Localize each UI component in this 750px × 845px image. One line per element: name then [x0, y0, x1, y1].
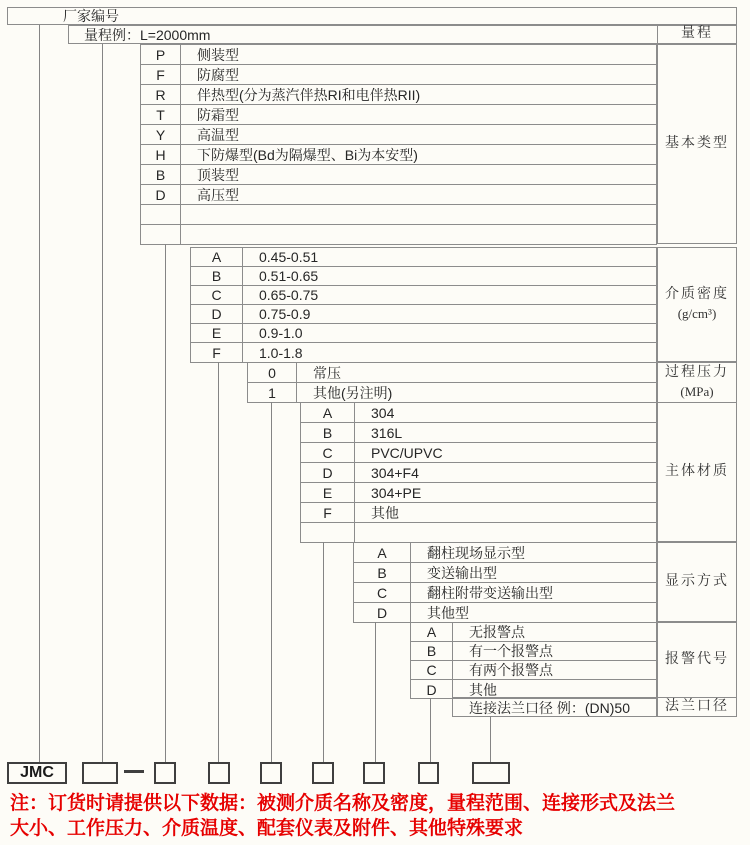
drop-line-basic-type — [165, 244, 166, 762]
code-cell: C — [301, 443, 355, 462]
drop-line-display — [375, 622, 376, 762]
desc-cell: 高压型 — [197, 186, 239, 203]
table-row — [141, 85, 656, 105]
desc-cell: 316L — [371, 424, 403, 441]
drop-line-flange — [490, 716, 491, 762]
code-cell: R — [141, 85, 181, 104]
desc-cell: 伴热型(分为蒸汽伴热RI和电伴热RII) — [197, 86, 421, 103]
code-box-density — [208, 762, 230, 784]
desc-cell: PVC/UPVC — [371, 444, 443, 461]
desc-cell: 其他 — [371, 504, 399, 521]
code-cell: B — [301, 423, 355, 442]
desc-cell: 连接法兰口径 例：(DN)50 — [469, 699, 631, 716]
desc-cell: 其他 — [469, 681, 497, 698]
order-note-line-2: 大小、工作压力、介质温度、配套仪表及附件、其他特殊要求 — [10, 818, 524, 839]
code-box-range — [82, 762, 118, 784]
desc-cell: 304+F4 — [371, 464, 419, 481]
table-row — [141, 225, 656, 245]
table-row — [354, 563, 656, 583]
section-medium-density — [190, 247, 657, 363]
code-cell: D — [301, 463, 355, 482]
table-row — [301, 443, 656, 463]
desc-cell — [181, 205, 656, 224]
order-note-line-1: 注：订货时请提供以下数据：被测介质名称及密度，量程范围、连接形式及法兰 — [10, 793, 676, 814]
range-example-text: 量程例：L=2000mm — [84, 26, 211, 43]
table-row — [141, 185, 656, 205]
code-cell: C — [354, 583, 411, 602]
desc-cell: 有一个报警点 — [469, 643, 553, 659]
code-box-alarm — [418, 762, 439, 784]
table-row — [354, 603, 656, 623]
section-flange-size — [452, 697, 657, 717]
code-box-display — [363, 762, 385, 784]
factory-number-label: 厂家编号 — [63, 8, 119, 24]
factory-number-box — [7, 7, 737, 25]
drop-line-alarm — [430, 698, 431, 762]
table-row — [301, 403, 656, 423]
density-unit: (g/cm³) — [677, 306, 717, 322]
code-cell: D — [141, 185, 181, 204]
section-process-pressure — [247, 362, 657, 403]
desc-cell: 翻柱现场显示型 — [427, 544, 525, 561]
desc-cell: 下防爆型(Bd为隔爆型、Bi为本安型) — [197, 146, 418, 163]
desc-cell: 防腐型 — [197, 66, 239, 83]
label-cell-body-material: 主体材质 — [657, 402, 737, 542]
table-row — [411, 623, 656, 642]
label-cell-flange-size: 法兰口径 — [657, 697, 737, 717]
code-cell — [141, 225, 181, 245]
table-row — [354, 543, 656, 563]
code-cell: E — [301, 483, 355, 502]
desc-cell: 0.65-0.75 — [259, 287, 319, 303]
code-cell: D — [191, 305, 243, 323]
table-row — [191, 324, 656, 343]
table-row — [301, 463, 656, 483]
desc-cell: 顶装型 — [197, 166, 239, 183]
code-cell: B — [191, 267, 243, 285]
range-row — [68, 25, 737, 44]
drop-line-material — [323, 542, 324, 762]
table-row — [301, 503, 656, 523]
code-cell: E — [191, 324, 243, 342]
desc-cell: 1.0-1.8 — [259, 344, 303, 361]
desc-cell: 其他型 — [427, 605, 469, 621]
desc-cell: 0.75-0.9 — [259, 306, 311, 322]
desc-cell: 0.51-0.65 — [259, 268, 319, 284]
model-prefix-box: JMC — [7, 762, 67, 784]
table-row — [301, 483, 656, 503]
order-note — [10, 791, 746, 841]
table-row — [248, 383, 656, 403]
desc-cell — [355, 523, 656, 543]
table-row — [191, 248, 656, 267]
table-row — [301, 523, 656, 543]
desc-cell: 防霜型 — [197, 106, 239, 123]
code-cell: B — [141, 165, 181, 184]
code-cell — [301, 523, 355, 543]
label-cell-range: 量程 — [657, 25, 737, 44]
table-row — [453, 698, 656, 717]
desc-cell: 翻柱附带变送输出型 — [427, 584, 553, 601]
code-cell: F — [141, 65, 181, 84]
table-row — [141, 145, 656, 165]
section-body-material — [300, 402, 657, 543]
desc-cell — [181, 225, 656, 245]
section-basic-type — [140, 44, 657, 245]
code-box-pressure — [260, 762, 282, 784]
table-row — [301, 423, 656, 443]
table-row — [354, 583, 656, 603]
label-cell-process-pressure: 过程压力 (MPa) — [657, 362, 737, 403]
code-cell — [141, 205, 181, 224]
table-row — [141, 105, 656, 125]
desc-cell: 无报警点 — [469, 624, 525, 640]
table-row — [141, 65, 656, 85]
label-cell-display-mode: 显示方式 — [657, 542, 737, 622]
code-cell: H — [141, 145, 181, 164]
table-row — [248, 363, 656, 383]
code-cell: C — [191, 286, 243, 304]
desc-cell: 侧装型 — [197, 46, 239, 63]
table-row — [411, 661, 656, 680]
table-row — [191, 267, 656, 286]
drop-line-pressure — [271, 402, 272, 762]
desc-cell: 其他(另注明) — [313, 385, 393, 401]
desc-cell: 高温型 — [197, 126, 239, 143]
code-cell: A — [354, 543, 411, 562]
code-box-flange — [472, 762, 510, 784]
code-cell: A — [411, 623, 453, 641]
code-cell: T — [141, 105, 181, 124]
desc-cell: 0.9-1.0 — [259, 325, 303, 341]
table-row — [141, 165, 656, 185]
desc-cell: 变送输出型 — [427, 564, 497, 581]
pressure-unit: (MPa) — [680, 384, 714, 400]
desc-cell: 304+PE — [371, 484, 422, 501]
code-cell: B — [411, 642, 453, 660]
desc-cell: 常压 — [313, 364, 341, 381]
separator-dash — [124, 770, 144, 773]
label-cell-alarm-code: 报警代号 — [657, 622, 737, 698]
drop-line-range — [102, 44, 103, 762]
code-cell: P — [141, 45, 181, 64]
section-alarm-code — [410, 622, 657, 699]
code-cell: D — [411, 680, 453, 699]
table-row — [141, 125, 656, 145]
desc-cell: 304 — [371, 404, 395, 421]
code-cell: F — [191, 343, 243, 362]
code-cell: A — [301, 403, 355, 422]
code-cell: Y — [141, 125, 181, 144]
table-row — [411, 642, 656, 661]
desc-cell: 有两个报警点 — [469, 662, 553, 678]
drop-line-factory — [39, 25, 40, 762]
code-cell: B — [354, 563, 411, 582]
code-cell: C — [411, 661, 453, 679]
code-cell: 0 — [248, 363, 297, 382]
table-row — [191, 343, 656, 362]
code-box-basic-type — [154, 762, 176, 784]
label-cell-basic-type: 基本类型 — [657, 44, 737, 244]
code-cell: D — [354, 603, 411, 623]
table-row — [141, 205, 656, 225]
desc-cell: 0.45-0.51 — [259, 249, 319, 265]
section-display-mode — [353, 542, 657, 623]
code-cell: A — [191, 248, 243, 266]
code-cell: 1 — [248, 383, 297, 403]
drop-line-density — [218, 362, 219, 762]
table-row — [191, 286, 656, 305]
code-cell: F — [301, 503, 355, 522]
label-cell-medium-density: 介质密度 (g/cm³) — [657, 247, 737, 362]
table-row — [141, 45, 656, 65]
code-box-material — [312, 762, 334, 784]
table-row — [191, 305, 656, 324]
